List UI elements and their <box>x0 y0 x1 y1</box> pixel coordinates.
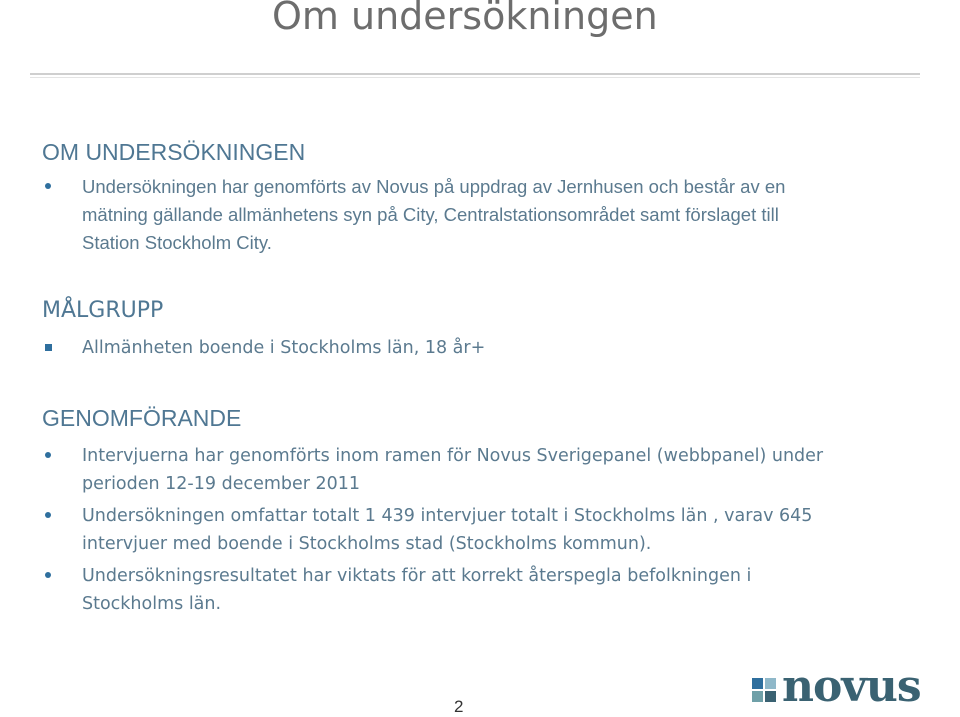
novus-logo <box>752 661 960 717</box>
section-heading-about: OM UNDERSÖKNINGEN <box>42 139 306 165</box>
bullet-dot <box>45 452 51 458</box>
title-divider-shadow <box>30 77 920 78</box>
logo-mark-icon <box>752 678 778 704</box>
bullet-dot <box>45 512 51 518</box>
bullet-dot <box>45 183 51 189</box>
target-item-1: Allmänheten boende i Stockholms län, 18 år+ <box>82 338 486 358</box>
title-divider <box>30 73 920 75</box>
slide-title: Om undersökningen <box>272 0 658 38</box>
bullet-square <box>45 344 52 351</box>
execution-item-2: Undersökningen omfattar totalt 1 439 intervjuer totalt i Stockholms län , varav 645 intervjuer med boende i Stockholms stad (Stockholms kommun). <box>82 506 813 554</box>
section-heading-target: MÅLGRUPP <box>42 298 164 323</box>
execution-item-3: Undersökningsresultatet har viktats för att korrekt återspegla befolkningen i Stockholms län. <box>82 566 752 614</box>
logo-wordmark: novus <box>782 661 921 712</box>
page-number: 2 <box>454 697 464 716</box>
about-item-1: Undersökningen har genomförts av Novus på uppdrag av Jernhusen och består av en mätning gällande allmänhetens syn på City, Centralstationsområdet samt förslaget till Station Stockholm City. <box>82 176 786 253</box>
bullet-dot <box>45 572 51 578</box>
section-heading-execution: GENOMFÖRANDE <box>42 405 242 431</box>
execution-item-1: Intervjuerna har genomförts inom ramen för Novus Sverigepanel (webbpanel) under perioden 12-19 december 2011 <box>82 446 824 494</box>
